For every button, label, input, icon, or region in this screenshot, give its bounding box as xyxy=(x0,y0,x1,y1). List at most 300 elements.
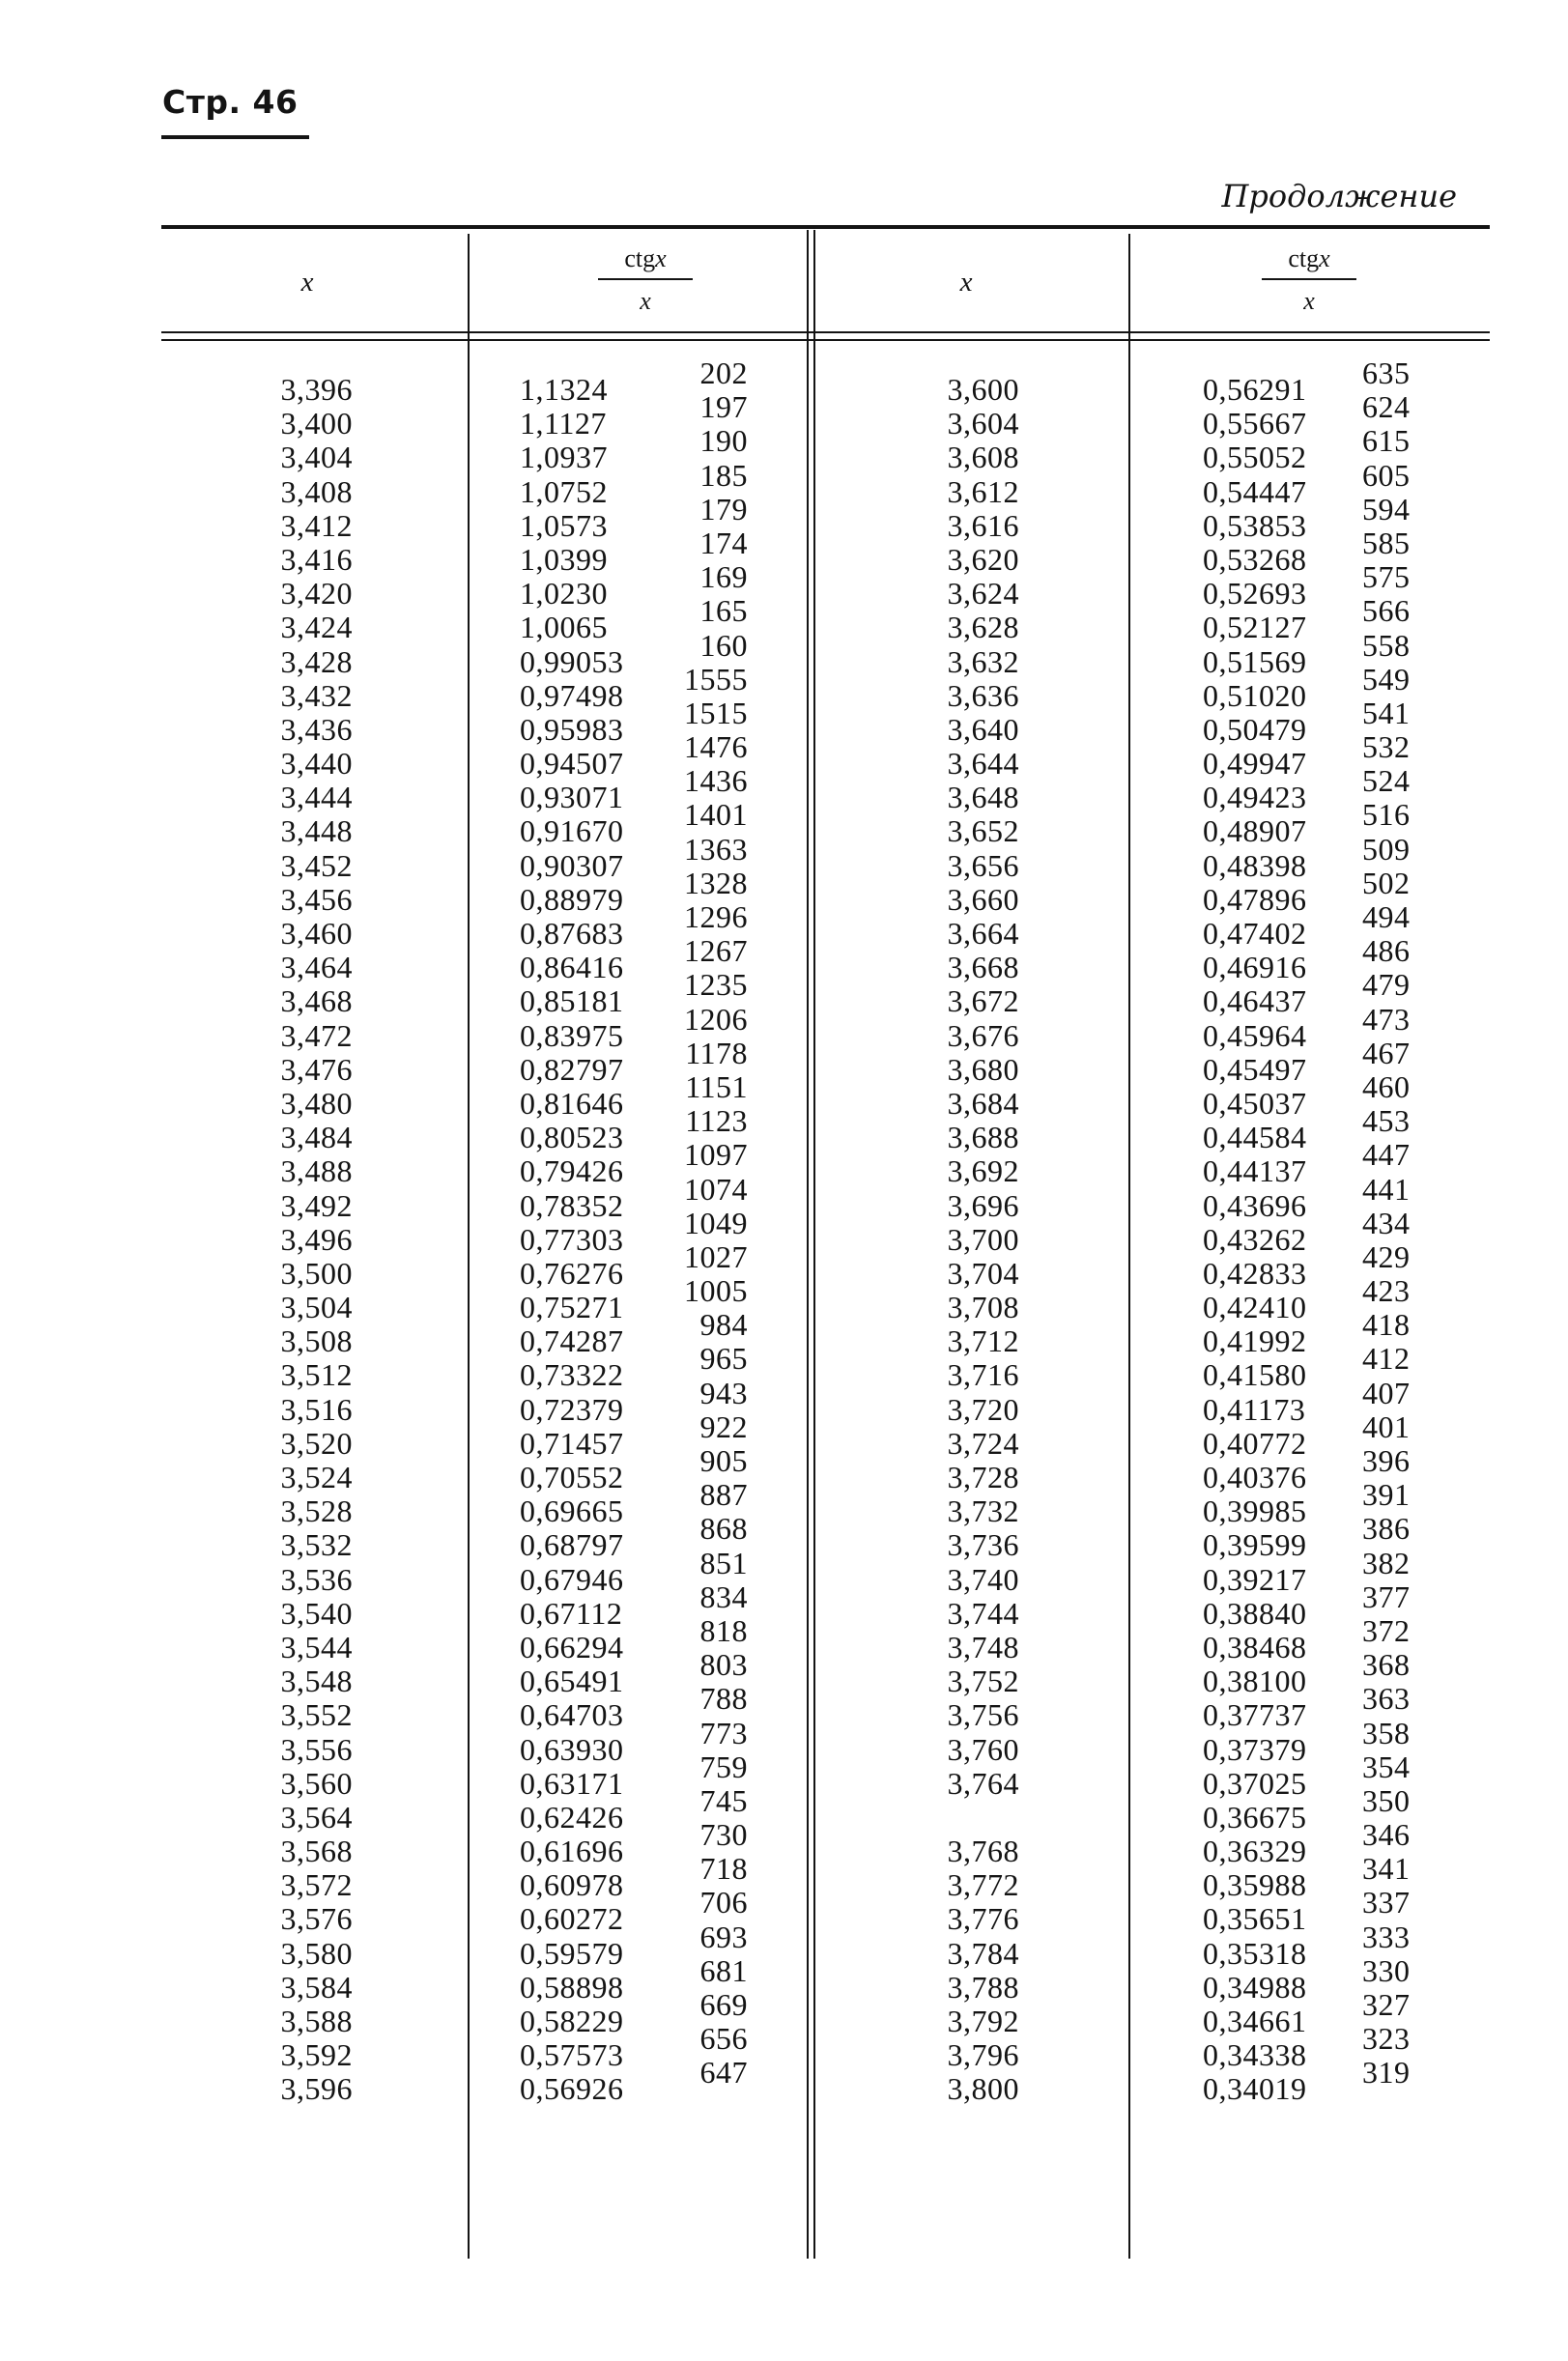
table-cell: 0,97498 xyxy=(520,677,624,713)
table-cell: 3,796 xyxy=(947,2037,1019,2073)
table-cell: 3,416 xyxy=(280,541,353,577)
table-cell: 0,91670 xyxy=(520,813,624,849)
table-cell: 3,520 xyxy=(280,1425,353,1461)
table-cell: 1,0937 xyxy=(520,440,608,475)
table-cell: 429 xyxy=(1362,1238,1411,1274)
table-cell: 202 xyxy=(699,356,748,390)
table-cell: 0,93071 xyxy=(520,780,624,815)
table-cell: 3,700 xyxy=(947,1221,1019,1257)
header-bottom-rule-2 xyxy=(161,339,1490,341)
table-cell: 3,720 xyxy=(947,1391,1019,1427)
table-cell: 0,41173 xyxy=(1203,1391,1306,1427)
table-cell: 3,648 xyxy=(947,780,1019,815)
table-cell: 358 xyxy=(1362,1715,1411,1750)
table-cell: 922 xyxy=(699,1408,748,1444)
table-cell: 386 xyxy=(1362,1511,1411,1547)
table-cell: 3,516 xyxy=(280,1391,353,1427)
table-cell: 943 xyxy=(699,1375,748,1410)
table-cell: 0,63930 xyxy=(520,1731,624,1767)
header-x-left: x xyxy=(300,267,314,298)
table-cell: 0,69665 xyxy=(520,1493,624,1529)
table-cell: 3,532 xyxy=(280,1527,353,1563)
continuation-label: Продолжение xyxy=(1221,178,1457,214)
table-cell: 0,85181 xyxy=(520,983,624,1019)
table-cell: 868 xyxy=(699,1511,748,1547)
table-cell: 0,42410 xyxy=(1203,1290,1307,1325)
table-cell: 179 xyxy=(699,491,748,526)
table-cell: 3,568 xyxy=(280,1834,353,1869)
table-cell: 566 xyxy=(1362,593,1411,629)
table-cell: 3,452 xyxy=(280,847,353,883)
table-cell: 0,65491 xyxy=(520,1664,624,1699)
table-cell: 3,444 xyxy=(280,780,353,815)
table-cell: 647 xyxy=(699,2055,748,2091)
page-number: Стр. 46 xyxy=(162,83,299,121)
table-cell: 0,50479 xyxy=(1203,711,1307,747)
table-cell: 1206 xyxy=(684,1001,748,1037)
table-cell: 3,716 xyxy=(947,1357,1019,1393)
table-cell: 0,40376 xyxy=(1203,1460,1307,1494)
table-cell: 190 xyxy=(699,423,748,459)
table-cell: 3,644 xyxy=(947,746,1019,782)
table-cell: 0,35318 xyxy=(1203,1935,1307,1971)
table-cell: 3,760 xyxy=(947,1731,1019,1767)
table-cell: 3,428 xyxy=(280,643,353,679)
table-cell: 0,71457 xyxy=(520,1425,624,1461)
header-fraction-numerator-func: ctg xyxy=(1288,244,1320,272)
table-cell: 693 xyxy=(699,1919,748,1954)
table-cell: 0,75271 xyxy=(520,1290,624,1325)
table-cell: 3,432 xyxy=(280,677,353,713)
table-cell: 575 xyxy=(1362,559,1411,595)
table-cell: 524 xyxy=(1362,763,1411,799)
table-cell: 3,484 xyxy=(280,1120,353,1155)
table-cell: 396 xyxy=(1362,1443,1411,1478)
table-cell: 0,90307 xyxy=(520,847,624,883)
table-cell: 0,48907 xyxy=(1203,813,1307,849)
table-cell: 3,636 xyxy=(947,677,1019,713)
table-cell: 3,512 xyxy=(280,1357,353,1393)
table-cell: 3,400 xyxy=(280,406,353,441)
table-cell: 165 xyxy=(699,593,748,629)
table-cell: 516 xyxy=(1362,797,1411,833)
table-cell: 460 xyxy=(1362,1068,1411,1104)
table-cell: 0,34338 xyxy=(1203,2037,1307,2073)
right-x-column xyxy=(889,373,1019,2107)
table-cell: 0,67112 xyxy=(520,1595,623,1631)
header-fraction-right xyxy=(1232,243,1386,317)
table-cell: 3,620 xyxy=(947,541,1019,577)
table-cell: 0,68797 xyxy=(520,1527,624,1563)
table-cell: 337 xyxy=(1362,1885,1411,1920)
table-cell: 341 xyxy=(1362,1851,1411,1887)
table-cell: 887 xyxy=(699,1477,748,1513)
table-cell: 407 xyxy=(1362,1375,1411,1410)
table-cell: 0,34019 xyxy=(1203,2071,1307,2107)
table-cell: 0,49947 xyxy=(1203,746,1307,782)
table-cell: 558 xyxy=(1362,627,1411,663)
table-cell: 0,46916 xyxy=(1203,950,1307,985)
table-cell: 834 xyxy=(699,1579,748,1614)
table-cell: 3,740 xyxy=(947,1561,1019,1597)
table-cell: 502 xyxy=(1362,865,1411,900)
table-cell: 718 xyxy=(699,1851,748,1887)
table-cell: 624 xyxy=(1362,389,1411,425)
table-cell: 509 xyxy=(1362,831,1411,867)
table-cell: 418 xyxy=(1362,1307,1411,1343)
table-cell: 635 xyxy=(1362,356,1411,390)
table-cell: 3,504 xyxy=(280,1290,353,1325)
table-cell: 391 xyxy=(1362,1477,1411,1513)
table-cell: 0,35651 xyxy=(1203,1901,1307,1937)
table-cell: 1555 xyxy=(684,661,748,697)
header-fraction-numerator-var: x xyxy=(1319,244,1330,272)
table-cell: 594 xyxy=(1362,491,1411,526)
table-cell: 3,580 xyxy=(280,1935,353,1971)
table-cell: 368 xyxy=(1362,1647,1411,1683)
table-cell: 0,34661 xyxy=(1203,2004,1307,2038)
header-fraction-denominator: x xyxy=(1303,287,1315,315)
table-cell: 0,94507 xyxy=(520,746,624,782)
table-cell: 327 xyxy=(1362,1987,1411,2022)
table-cell: 323 xyxy=(1362,2021,1411,2057)
table-cell: 1074 xyxy=(684,1171,748,1207)
table-cell: 656 xyxy=(699,2021,748,2057)
header-bottom-rule-1 xyxy=(161,331,1490,333)
table-cell: 3,692 xyxy=(947,1153,1019,1189)
table-cell: 0,82797 xyxy=(520,1051,624,1087)
table-cell: 3,736 xyxy=(947,1527,1019,1563)
table-cell: 3,584 xyxy=(280,1969,353,2005)
table-cell: 0,80523 xyxy=(520,1120,624,1155)
table-cell: 0,64703 xyxy=(520,1697,624,1733)
header-fraction-left xyxy=(568,243,723,317)
table-cell: 0,47896 xyxy=(1203,881,1307,917)
table-cell: 0,37379 xyxy=(1203,1731,1307,1767)
table-cell: 434 xyxy=(1362,1205,1411,1240)
table-cell: 467 xyxy=(1362,1035,1411,1070)
header-x-right: x xyxy=(959,267,973,298)
table-cell: 0,42833 xyxy=(1203,1255,1307,1291)
table-cell: 479 xyxy=(1362,967,1411,1003)
table-cell: 3,448 xyxy=(280,813,353,849)
table-cell: 3,528 xyxy=(280,1493,353,1529)
table-cell: 0,54447 xyxy=(1203,473,1307,509)
table-cell: 3,624 xyxy=(947,576,1019,612)
table-cell: 3,600 xyxy=(947,372,1019,407)
table-cell: 0,83975 xyxy=(520,1017,624,1053)
left-x-column xyxy=(222,373,353,2107)
table-cell: 0,45037 xyxy=(1203,1085,1307,1121)
table-cell: 0,43696 xyxy=(1203,1187,1307,1223)
table-cell: 0,70552 xyxy=(520,1460,624,1494)
table-cell: 905 xyxy=(699,1443,748,1478)
table-cell: 818 xyxy=(699,1612,748,1648)
table-cell: 1515 xyxy=(684,695,748,730)
table-cell: 0,39599 xyxy=(1203,1527,1307,1563)
table-cell: 3,540 xyxy=(280,1595,353,1631)
table-cell: 0,41992 xyxy=(1203,1323,1307,1359)
table-cell: 494 xyxy=(1362,899,1411,934)
table-cell: 0,79426 xyxy=(520,1153,624,1189)
table-cell: 0,78352 xyxy=(520,1187,624,1223)
table-cell: 0,51569 xyxy=(1203,643,1307,679)
table-cell: 585 xyxy=(1362,525,1411,560)
table-cell: 3,556 xyxy=(280,1731,353,1767)
table-cell: 1328 xyxy=(684,865,748,900)
table-cell: 0,49423 xyxy=(1203,780,1307,815)
table-cell: 1363 xyxy=(684,831,748,867)
table-cell: 1,0230 xyxy=(520,576,608,612)
table-cell: 1,0752 xyxy=(520,473,608,509)
table-cell: 1436 xyxy=(684,763,748,799)
table-cell: 0,99053 xyxy=(520,643,624,679)
col-divider-middle-b xyxy=(813,230,815,2259)
table-cell: 0,56926 xyxy=(520,2071,624,2107)
table-cell: 3,412 xyxy=(280,507,353,543)
table-cell: 0,73322 xyxy=(520,1357,624,1393)
table-cell: 0,48398 xyxy=(1203,847,1307,883)
fraction-bar xyxy=(1262,278,1356,280)
table-cell: 350 xyxy=(1362,1782,1411,1818)
page-number-underline xyxy=(161,135,309,139)
table-cell: 3,576 xyxy=(280,1901,353,1937)
table-cell: 532 xyxy=(1362,729,1411,765)
table-cell: 0,43262 xyxy=(1203,1221,1307,1257)
table-cell: 0,86416 xyxy=(520,950,624,985)
left-diff-column xyxy=(657,356,748,2091)
table-cell: 3,440 xyxy=(280,746,353,782)
table-cell: 681 xyxy=(699,1952,748,1988)
table-cell: 3,564 xyxy=(280,1799,353,1835)
table-cell: 3,672 xyxy=(947,983,1019,1019)
table-cell: 3,616 xyxy=(947,507,1019,543)
table-cell: 197 xyxy=(699,389,748,425)
table-cell: 377 xyxy=(1362,1579,1411,1614)
table-cell: 0,55052 xyxy=(1203,440,1307,475)
table-cell: 3,744 xyxy=(947,1595,1019,1631)
table-cell: 3,468 xyxy=(280,983,353,1019)
table-cell: 346 xyxy=(1362,1817,1411,1853)
table-cell: 3,704 xyxy=(947,1255,1019,1291)
table-cell: 730 xyxy=(699,1817,748,1853)
table-cell: 3,480 xyxy=(280,1085,353,1121)
table-cell: 0,59579 xyxy=(520,1935,624,1971)
table-cell: 174 xyxy=(699,525,748,560)
right-diff-column xyxy=(1362,356,1440,2091)
table-cell: 3,436 xyxy=(280,711,353,747)
table-cell: 0,77303 xyxy=(520,1221,624,1257)
table-cell: 1097 xyxy=(684,1137,748,1173)
table-cell: 3,408 xyxy=(280,473,353,509)
table-cell: 185 xyxy=(699,457,748,493)
col-divider-3 xyxy=(1128,234,1130,2259)
table-cell: 0,37025 xyxy=(1203,1765,1307,1801)
table-cell: 3,668 xyxy=(947,950,1019,985)
table-cell: 0,60272 xyxy=(520,1901,624,1937)
table-cell: 965 xyxy=(699,1341,748,1377)
table-cell: 0,47402 xyxy=(1203,916,1307,951)
table-cell: 3,688 xyxy=(947,1120,1019,1155)
table-cell: 0,44137 xyxy=(1203,1153,1307,1189)
table-cell: 1,1127 xyxy=(520,406,607,441)
table-cell: 541 xyxy=(1362,695,1411,730)
table-cell: 1,0573 xyxy=(520,507,608,543)
table-cell: 0,66294 xyxy=(520,1629,624,1664)
table-cell: 3,676 xyxy=(947,1017,1019,1053)
table-cell: 3,508 xyxy=(280,1323,353,1359)
table-cell: 3,572 xyxy=(280,1867,353,1903)
table-cell: 0,51020 xyxy=(1203,677,1307,713)
table-top-rule xyxy=(161,225,1490,229)
table-cell: 3,732 xyxy=(947,1493,1019,1529)
table-cell: 1235 xyxy=(684,967,748,1003)
table-cell: 3,548 xyxy=(280,1664,353,1699)
table-cell: 3,652 xyxy=(947,813,1019,849)
table-cell: 0,38468 xyxy=(1203,1629,1307,1664)
table-cell: 0,63171 xyxy=(520,1765,624,1801)
table-cell: 3,500 xyxy=(280,1255,353,1291)
table-cell: 169 xyxy=(699,559,748,595)
table-cell: 773 xyxy=(699,1715,748,1750)
table-cell: 0,38100 xyxy=(1203,1664,1307,1699)
table-cell: 3,788 xyxy=(947,1969,1019,2005)
table-cell: 3,544 xyxy=(280,1629,353,1664)
table-cell: 1267 xyxy=(684,933,748,969)
table-cell: 0,39985 xyxy=(1203,1493,1307,1529)
table-cell: 382 xyxy=(1362,1545,1411,1580)
table-cell: 3,752 xyxy=(947,1664,1019,1699)
table-cell: 0,45964 xyxy=(1203,1017,1307,1053)
table-cell: 3,696 xyxy=(947,1187,1019,1223)
table-cell: 0,57573 xyxy=(520,2037,624,2073)
table-cell: 1296 xyxy=(684,899,748,934)
table-cell: 3,764 xyxy=(947,1765,1019,1801)
table-cell: 363 xyxy=(1362,1681,1411,1717)
table-cell: 3,712 xyxy=(947,1323,1019,1359)
table-cell: 1049 xyxy=(684,1205,748,1240)
table-cell: 3,464 xyxy=(280,950,353,985)
table-cell: 3,460 xyxy=(280,916,353,951)
table-cell: 0,87683 xyxy=(520,916,624,951)
table-cell: 3,748 xyxy=(947,1629,1019,1664)
table-cell: 3,628 xyxy=(947,610,1019,645)
table-cell: 453 xyxy=(1362,1103,1411,1139)
table-cell: 3,708 xyxy=(947,1290,1019,1325)
table-cell: 0,53853 xyxy=(1203,507,1307,543)
table-cell: 0,55667 xyxy=(1203,406,1307,441)
table-cell: 0,52127 xyxy=(1203,610,1307,645)
table-cell: 441 xyxy=(1362,1171,1411,1207)
table-cell: 0,56291 xyxy=(1203,372,1307,407)
col-divider-1 xyxy=(468,234,470,2259)
table-cell: 3,596 xyxy=(280,2071,353,2107)
table-cell: 851 xyxy=(699,1545,748,1580)
table-cell: 3,792 xyxy=(947,2004,1019,2038)
table-cell: 0,39217 xyxy=(1203,1561,1307,1597)
table-cell: 3,396 xyxy=(280,372,353,407)
table-cell: 0,62426 xyxy=(520,1799,624,1835)
table-cell: 3,784 xyxy=(947,1935,1019,1971)
table-cell: 330 xyxy=(1362,1952,1411,1988)
table-cell: 3,492 xyxy=(280,1187,353,1223)
table-cell: 549 xyxy=(1362,661,1411,697)
table-cell: 0,44584 xyxy=(1203,1120,1307,1155)
table-cell: 605 xyxy=(1362,457,1411,493)
table-cell: 3,536 xyxy=(280,1561,353,1597)
table-cell: 0,74287 xyxy=(520,1323,624,1359)
table-cell: 3,524 xyxy=(280,1460,353,1494)
table-cell: 1005 xyxy=(684,1273,748,1309)
table-cell: 423 xyxy=(1362,1273,1411,1309)
table-cell xyxy=(889,1801,1019,1835)
fraction-bar xyxy=(598,278,693,280)
table-cell: 0,46437 xyxy=(1203,983,1307,1019)
table-cell: 3,608 xyxy=(947,440,1019,475)
table-cell: 1178 xyxy=(685,1035,748,1070)
table-cell: 354 xyxy=(1362,1749,1411,1784)
table-cell: 3,588 xyxy=(280,2004,353,2038)
table-cell: 0,34988 xyxy=(1203,1969,1307,2005)
table-cell: 615 xyxy=(1362,423,1411,459)
table-cell: 3,456 xyxy=(280,881,353,917)
table-cell: 3,472 xyxy=(280,1017,353,1053)
table-cell: 401 xyxy=(1362,1408,1411,1444)
right-ctg-column xyxy=(1203,373,1357,2107)
table-cell: 1151 xyxy=(685,1068,748,1104)
table-cell: 3,728 xyxy=(947,1460,1019,1494)
table-cell: 1,1324 xyxy=(520,372,608,407)
table-cell: 333 xyxy=(1362,1919,1411,1954)
table-cell: 3,680 xyxy=(947,1051,1019,1087)
header-fraction-numerator-func: ctg xyxy=(624,244,656,272)
table-cell: 0,58898 xyxy=(520,1969,624,2005)
table-cell: 984 xyxy=(699,1307,748,1343)
table-cell: 3,488 xyxy=(280,1153,353,1189)
table-cell: 1476 xyxy=(684,729,748,765)
table-cell: 0,37737 xyxy=(1203,1697,1307,1733)
table-cell: 3,604 xyxy=(947,406,1019,441)
table-cell: 0,38840 xyxy=(1203,1595,1307,1631)
table-cell: 319 xyxy=(1362,2055,1411,2091)
table-cell: 0,88979 xyxy=(520,881,624,917)
table-cell: 473 xyxy=(1362,1001,1411,1037)
table-cell: 669 xyxy=(699,1987,748,2022)
table-cell: 3,800 xyxy=(947,2071,1019,2107)
table-cell: 3,560 xyxy=(280,1765,353,1801)
table-cell: 3,420 xyxy=(280,576,353,612)
table-cell: 3,768 xyxy=(947,1834,1019,1869)
table-cell: 3,776 xyxy=(947,1901,1019,1937)
table-cell: 0,95983 xyxy=(520,711,624,747)
table-cell: 3,496 xyxy=(280,1221,353,1257)
table-cell: 0,72379 xyxy=(520,1391,624,1427)
header-fraction-denominator: x xyxy=(640,287,651,315)
table-cell: 0,40772 xyxy=(1203,1425,1307,1461)
table-cell: 0,35988 xyxy=(1203,1867,1307,1903)
table-cell: 447 xyxy=(1362,1137,1411,1173)
header-fraction-numerator-var: x xyxy=(655,244,667,272)
table-cell: 1027 xyxy=(684,1238,748,1274)
table-cell: 0,36329 xyxy=(1203,1834,1307,1869)
table-cell: 3,724 xyxy=(947,1425,1019,1461)
table-cell: 3,612 xyxy=(947,473,1019,509)
table-cell: 745 xyxy=(699,1782,748,1818)
left-ctg-column xyxy=(520,373,674,2107)
table-cell: 372 xyxy=(1362,1612,1411,1648)
table-cell: 0,60978 xyxy=(520,1867,624,1903)
table-cell: 0,36675 xyxy=(1203,1799,1307,1835)
